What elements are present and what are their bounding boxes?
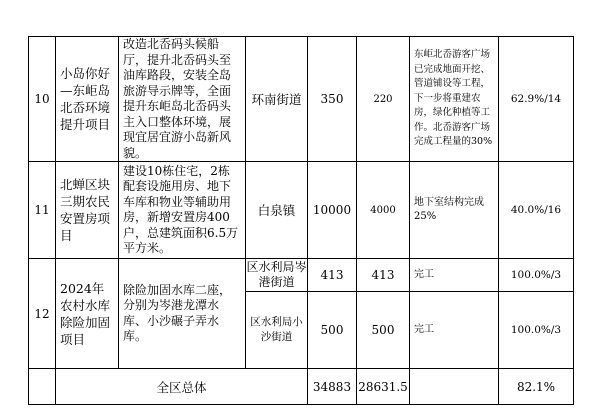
completion-rate: 62.9%/14 xyxy=(499,37,574,162)
planned-investment: 413 xyxy=(308,259,357,292)
project-name: 北蝉区块三期农民安置房项目 xyxy=(56,162,119,259)
construction-content: 改造北岙码头候船厅，提升北岙码头至油库路段，安装全岛旅游导示牌等，全面提升东岠岛北岙码头主入口整体环境，展现宜居宜游小岛新风貌。 xyxy=(119,37,246,162)
responsible-unit: 环南街道 xyxy=(246,37,308,162)
row-number: 12 xyxy=(29,259,56,369)
table-row xyxy=(29,259,574,292)
construction-content: 除险加固水库二座，分别为岑港龙潭水库、小沙碾子弄水库。 xyxy=(119,259,246,369)
project-name: 小岛你好—东岠岛北岙环境提升项目 xyxy=(56,37,119,162)
planned-investment: 350 xyxy=(308,37,357,162)
total-completed-investment: 28631.5 xyxy=(357,369,410,405)
total-completion-rate: 82.1% xyxy=(499,369,574,405)
empty-cell xyxy=(29,369,56,405)
responsible-unit: 白泉镇 xyxy=(246,162,308,259)
responsible-unit: 区水利局岑港街道 xyxy=(246,259,308,292)
completion-rate: 40.0%/16 xyxy=(499,162,574,259)
total-row xyxy=(29,369,574,405)
completed-investment: 220 xyxy=(357,37,410,162)
construction-content: 建设10栋住宅，2栋配套设施用房、地下车库和物业等辅助用房，新增安置房400户，总建筑面积6.5万平方米。 xyxy=(119,162,246,259)
planned-investment: 10000 xyxy=(308,162,357,259)
row-number: 10 xyxy=(29,37,56,162)
table-row xyxy=(29,37,574,162)
project-name: 2024年农村水库除险加固项目 xyxy=(56,259,119,369)
completed-investment: 500 xyxy=(357,292,410,369)
planned-investment: 500 xyxy=(308,292,357,369)
completion-rate: 100.0%/3 xyxy=(499,292,574,369)
table-row xyxy=(29,162,574,259)
empty-cell xyxy=(410,369,499,405)
progress-description: 东岠北岙游客广场已完成地面开挖、管道铺设等工程，下一步将重建农房，绿化种植等工作。北岙游客广场完成工程量的30% xyxy=(410,37,499,162)
completed-investment: 413 xyxy=(357,259,410,292)
total-planned-investment: 34883 xyxy=(308,369,357,405)
row-number: 11 xyxy=(29,162,56,259)
responsible-unit: 区水利局小沙街道 xyxy=(246,292,308,369)
progress-description: 完工 xyxy=(410,259,499,292)
completed-investment: 4000 xyxy=(357,162,410,259)
progress-description: 地下室结构完成25% xyxy=(410,162,499,259)
project-progress-table xyxy=(28,36,574,405)
total-label: 全区总体 xyxy=(56,369,308,405)
completion-rate: 100.0%/3 xyxy=(499,259,574,292)
progress-description: 完工 xyxy=(410,292,499,369)
